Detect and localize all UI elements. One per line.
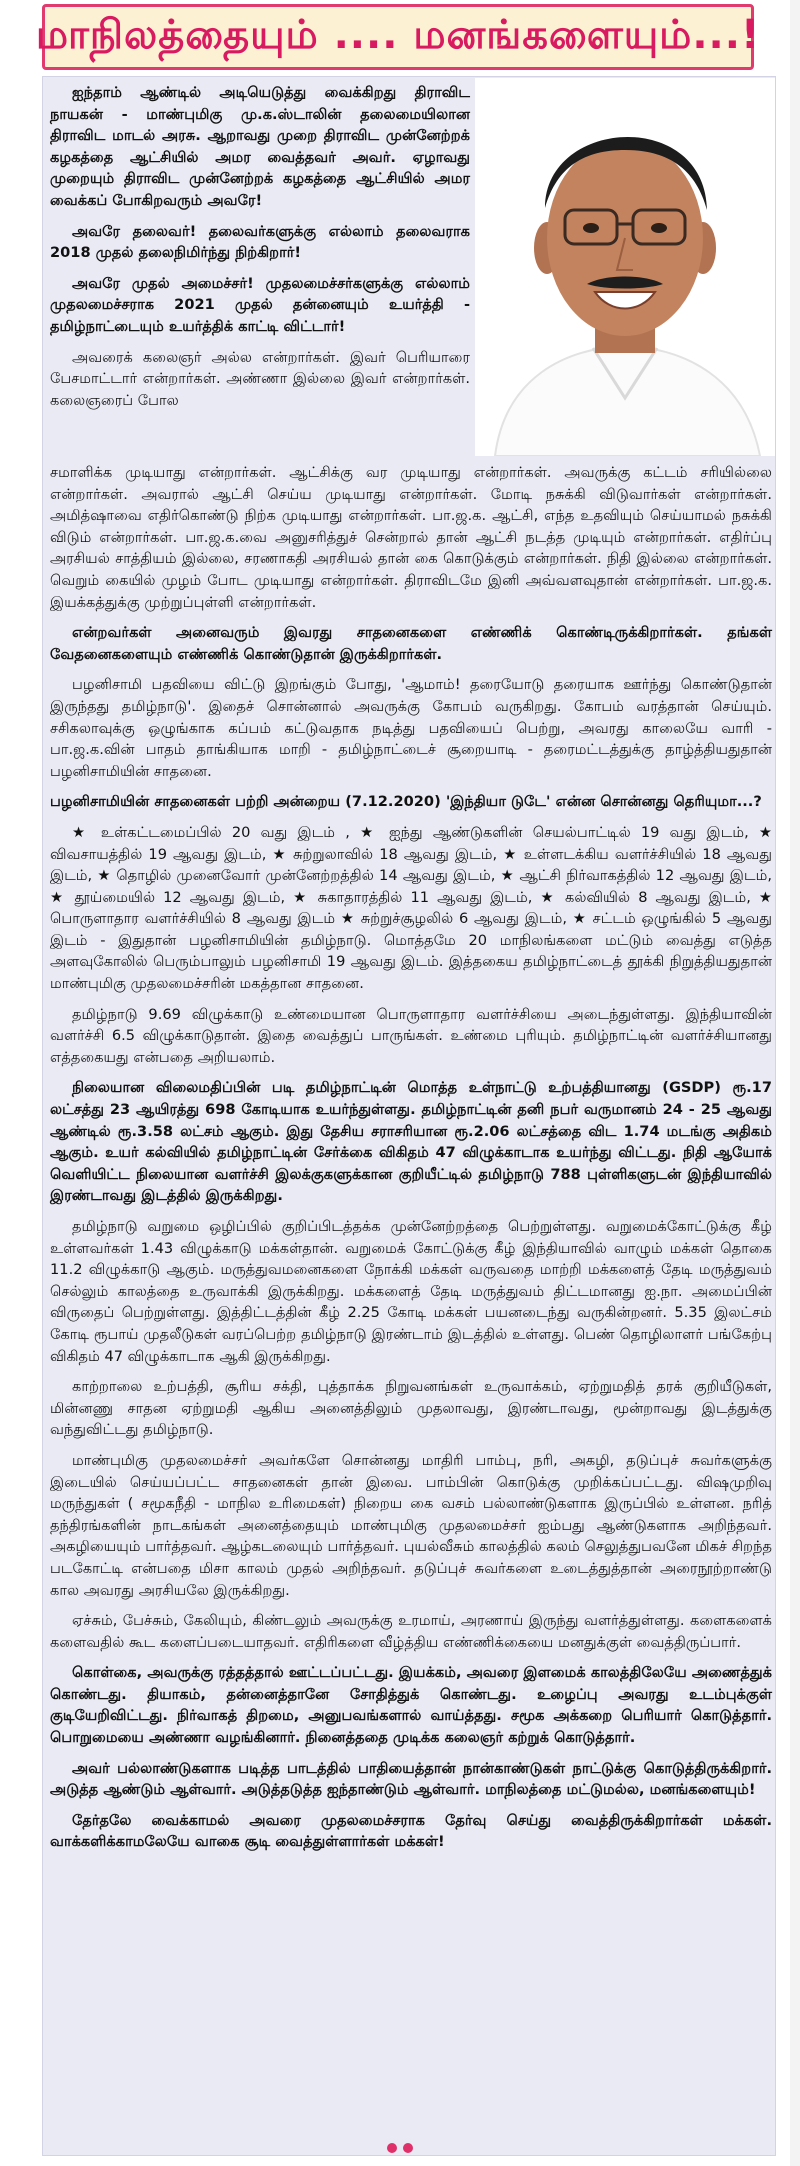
paragraph: சமாளிக்க முடியாது என்றார்கள். ஆட்சிக்கு வர முடியாது என்றார்கள். அவருக்கு கட்டம் சரியில்லை என்றார்கள். அவரால் ஆட்சி செய்ய முடியாது என்றார்கள். மோடி நசுக்கி விடுவார்கள் என்றார்கள். அமித்ஷாவை எதிர்கொண்டு நிற்க முடியாது என்றார்கள். பா.ஜ.க. ஆட்சி, எந்த உதவியும் செய்யாமல் நசுக்கி விடும் என்றார்கள். பா.ஜ.க.வை அனுசரித்துச் சென்றால் தான் ஆட்சி நடத்த முடியும் என்றார்கள். எதிர்ப்பு அரசியல் சாத்தியம் இல்லை, சரணாகதி அரசியல் தான் கை கொடுக்கும் என்றார்கள். நிதி இல்லை என்றார்கள். வெறும் கையில் முழம் போட முடியாது என்றார்கள். திராவிடமே இனி அவ்வளவுதான் என்றார்கள். பா.ஜ.க. இயக்கத்துக்கு முற்றுப்புள்ளி என்றார்கள். [50,464,772,611]
paragraph: பழனிசாமியின் சாதனைகள் பற்றி அன்றைய (7.12.2020) 'இந்தியா டுடே' என்ன சொன்னது தெரியுமா...? [50,793,762,811]
headline: மாநிலத்தையும் .... மனங்களையும்...! [35,11,761,58]
paragraph: காற்றாலை உற்பத்தி, சூரிய சக்தி, புத்தாக்க நிறுவனங்கள் உருவாக்கம், ஏற்றுமதித் தரக் குறியீடுகள், மின்னணு சாதன ஏற்றுமதி ஆகிய அனைத்திலும் முதலாவது, இரண்டாவது, மூன்றாவது இடத்துக்கு வந்துவிட்டது தமிழ்நாடு. [50,1378,772,1439]
paragraph: தமிழ்நாடு வறுமை ஒழிப்பில் குறிப்பிடத்தக்க முன்னேற்றத்தை பெற்றுள்ளது. வறுமைக்கோட்டுக்கு கீழ் உள்ளவர்கள் 1.43 விழுக்காடு மக்கள்தான். வறுமைக் கோட்டுக்கு கீழ் இந்தியாவில் வாழும் மக்கள் தொகை 11.2 விழுக்காடு ஆகும். மருத்துவமனைகளை நோக்கி மக்கள் வருவதை மாற்றி மக்களைத் தேடி மருத்துவம் செல்லும் காலத்தை உருவாக்கி இருக்கிறது. மக்களைத் தேடி மருத்துவம் திட்டமானது ஐ.நா. அமைப்பின் விருதைப் பெற்றுள்ளது. இத்திட்டத்தின் கீழ் 2.25 கோடி மக்கள் பயனடைந்து வருகின்றனர். 5.35 இலட்சம் கோடி ரூபாய் முதலீடுகள் வரப்பெற்ற தமிழ்நாடு இரண்டாம் இடத்தில் உள்ளது. பெண் தொழிலாளர் பங்கேற்பு விகிதம் 47 விழுக்காடாக ஆகி இருக்கிறது. [50,1218,772,1365]
headline-banner [35,4,761,70]
end-dot [387,2143,397,2153]
paragraph: தமிழ்நாடு 9.69 விழுக்காடு உண்மையான பொருளாதார வளர்ச்சியை அடைந்துள்ளது. இந்தியாவின் வளர்ச்சி 6.5 விழுக்காடுதான். இதை வைத்துப் பாருங்கள். உண்மை புரியும். தமிழ்நாட்டின் வளர்ச்சியானது எத்தகையது என்பதை அறியலாம். [50,1005,772,1066]
paragraph: அவரே முதல் அமைச்சர்! முதலமைச்சர்களுக்கு எல்லாம் முதலமைச்சராக 2021 முதல் தன்னையும் உயர்த்தி - தமிழ்நாட்டையும் உயர்த்திக் காட்டி விட்டார்! [50,274,470,335]
paragraph: ★ உள்கட்டமைப்பில் 20 வது இடம் , ★ ஐந்து ஆண்டுகளின் செயல்பாட்டில் 19 வது இடம், ★ விவசாயத்தில் 19 ஆவது இடம், ★ சுற்றுலாவில் 18 ஆவது இடம், ★ உள்ளடக்கிய வளர்ச்சியில் 18 ஆவது இடம், ★ தொழில் முனைவோர் முன்னேற்றத்தில் 14 ஆவது இடம், ★ ஆட்சி நிர்வாகத்தில் 12 ஆவது இடம், ★ தூய்மையில் 12 ஆவது இடம், ★ சுகாதாரத்தில் 11 ஆவது இடம், ★ கல்வியில் 8 ஆவது இடம், ★ பொருளாதார வளர்ச்சியில் 8 ஆவது இடம் ★ சுற்றுச்சூழலில் 6 ஆவது இடம், ★ சட்டம் ஒழுங்கில் 5 ஆவது இடம் - இதுதான் பழனிசாமியின் தமிழ்நாடு. மொத்தமே 20 மாநிலங்களை மட்டும் வைத்து எடுத்த அளவுகோலில் பெரும்பாலும் பழனிசாமி 19 ஆவது இடம். இத்தகைய தமிழ்நாட்டைத் தூக்கி நிறுத்தியதுதான் மாண்புமிகு முதலமைச்சரின் மகத்தான சாதனை. [50,823,772,993]
paragraph: என்றவர்கள் அனைவரும் இவரது சாதனைகளை எண்ணிக் கொண்டிருக்கிறார்கள். தங்கள் வேதனைகளையும் எண்ணிக் கொண்டுதான் இருக்கிறார்கள். [50,624,772,663]
paragraph: ஏச்சும், பேச்சும், கேலியும், கிண்டலும் அவருக்கு உரமாய், அரணாய் இருந்து வளர்த்துள்ளது. களைகளைக் களைவதில் கூட களைப்படையாதவர். எதிரிகளை வீழ்த்திய எண்ணிக்கையை மனதுக்குள் வைத்திருப்பார். [50,1612,772,1651]
paragraph: அவரைக் கலைஞர் அல்ல என்றார்கள். இவர் பெரியாரை பேசமாட்டார் என்றார்கள். அண்ணா இல்லை இவர் என்றார்கள். கலைஞரைப் போல [50,348,470,409]
top-left-column [50,82,470,420]
paragraph: அவர் பல்லாண்டுகளாக படித்த பாடத்தில் பாதியைத்தான் நான்காண்டுகள் நாட்டுக்கு கொடுத்திருக்கிறார். அடுத்த ஆண்டும் ஆள்வார். அடுத்தடுத்த ஐந்தாண்டும் ஆள்வார். மாநிலத்தை மட்டுமல்ல, மனங்களையும்! [50,1759,772,1799]
end-marker-dots [0,2138,800,2157]
portrait-illustration [475,78,775,456]
paragraph: நிலையான விலைமதிப்பின் படி தமிழ்நாட்டின் மொத்த உள்நாட்டு உற்பத்தியானது (GSDP) ரூ.17 லட்சத்து 23 ஆயிரத்து 698 கோடியாக உயர்ந்துள்ளது. தமிழ்நாட்டின் தனி நபர் வருமானம் 24 - 25 ஆவது ஆண்டில் ரூ.3.58 லட்சம் ஆகும். இது தேசிய சராசரியான ரூ.2.06 லட்சத்தை விட 1.74 மடங்கு அதிகம் ஆகும். உயர் கல்வியில் தமிழ்நாட்டின் சேர்க்கை விகிதம் 47 விழுக்காடாக உயர்ந்து விட்டது. நிதி ஆயோக் வெளியிட்ட நிலையான வளர்ச்சி இலக்குகளுக்கான குறியீட்டில் தமிழ்நாடு 788 புள்ளிகளுடன் இந்தியாவில் இரண்டாவது இடத்தில் இருக்கிறது. [50,1079,772,1205]
paragraph: தேர்தலே வைக்காமல் அவரை முதலமைச்சராக தேர்வு செய்து வைத்திருக்கிறார்கள் மக்கள். வாக்களிக்காமலேயே வாகை சூடி வைத்துள்ளார்கள் மக்கள்! [50,1811,772,1851]
paragraph: மாண்புமிகு முதலமைச்சர் அவர்களே சொன்னது மாதிரி பாம்பு, நரி, அகழி, தடுப்புச் சுவர்களுக்கு இடையில் செய்யப்பட்ட சாதனைகள் தான் இவை. பாம்பின் கொடுக்கு முறிக்கப்பட்டது. விஷமுறிவு மருந்துகள் ( சமூகநீதி - மாநில உரிமைகள்) நிறைய கை வசம் பல்லாண்டுகளாக இருப்பில் உள்ளன. நரித் தந்திரங்களின் நாடகங்கள் அனைத்தையும் மாண்புமிகு முதலமைச்சர் ஐம்பது ஆண்டுகளாக அறிந்தவர். அகழியையும் பார்த்தவர். ஆழ்கடலையும் பார்த்தவர். புயல்வீசும் காலத்தில் கலம் செலுத்துபவனே மிகச் சிறந்த படகோட்டி என்பதை மிசா காலம் முதல் அறிந்தவர். தடுப்புச் சுவர்களை உடைத்துத்தான் அரைநூற்றாண்டு கால அவரது அரசியலே இருக்கிறது. [50,1451,772,1599]
paragraph: பழனிசாமி பதவியை விட்டு இறங்கும் போது, 'ஆமாம்! தரையோடு தரையாக ஊர்ந்து கொண்டுதான் இருந்தது தமிழ்நாடு'. இதைச் சொன்னால் அவருக்கு கோபம் வருகிறது. கோபம் வரத்தான் செய்யும். சசிகலாவுக்கு ஒழுங்காக கப்பம் கட்டுவதாக நடித்து பதவியைப் பெற்று, அவரது காலையே வாரி - பா.ஜ.க.வின் பாதம் தாங்கியாக மாறி - தமிழ்நாட்டைச் சூறையாடி - தரைமட்டத்துக்கு தாழ்த்தியதுதான் பழனிசாமியின் சாதனை. [50,676,772,780]
paragraph: கொள்கை, அவருக்கு ரத்தத்தால் ஊட்டப்பட்டது. இயக்கம், அவரை இளமைக் காலத்திலேயே அணைத்துக் கொண்டது. தியாகம், தன்னைத்தானே சோதித்துக் கொண்டது. உழைப்பு அவரது உடம்புக்குள் குடியேறிவிட்டது. நிர்வாகத் திறமை, அனுபவங்களால் வாய்த்தது. சமூக அக்கறை பெரியார் கொடுத்தார். பொறுமையை அண்ணா வழங்கினார். நினைத்ததை முடிக்க கலைஞர் கற்றுக் கொடுத்தார். [50,1664,772,1747]
paragraph: அவரே தலைவர்! தலைவர்களுக்கு எல்லாம் தலைவராக 2018 முதல் தலைநிமிர்ந்து நிற்கிறார்! [50,222,470,262]
portrait-photo [475,78,775,456]
paragraph: ஐந்தாம் ஆண்டில் அடியெடுத்து வைக்கிறது திராவிட நாயகன் - மாண்புமிகு மு.க.ஸ்டாலின் தலைமையிலான திராவிட மாடல் அரசு. ஆறாவது முறை திராவிட முன்னேற்றக் கழகத்தை ஆட்சியில் அமர வைத்தவர் அவர். ஏழாவது முறையும் திராவிட முன்னேற்றக் கழகத்தை ஆட்சியில் அமர வைக்கப் போகிறவரும் அவரே! [50,84,470,209]
end-dot [403,2143,413,2153]
full-width-column [50,462,772,1862]
